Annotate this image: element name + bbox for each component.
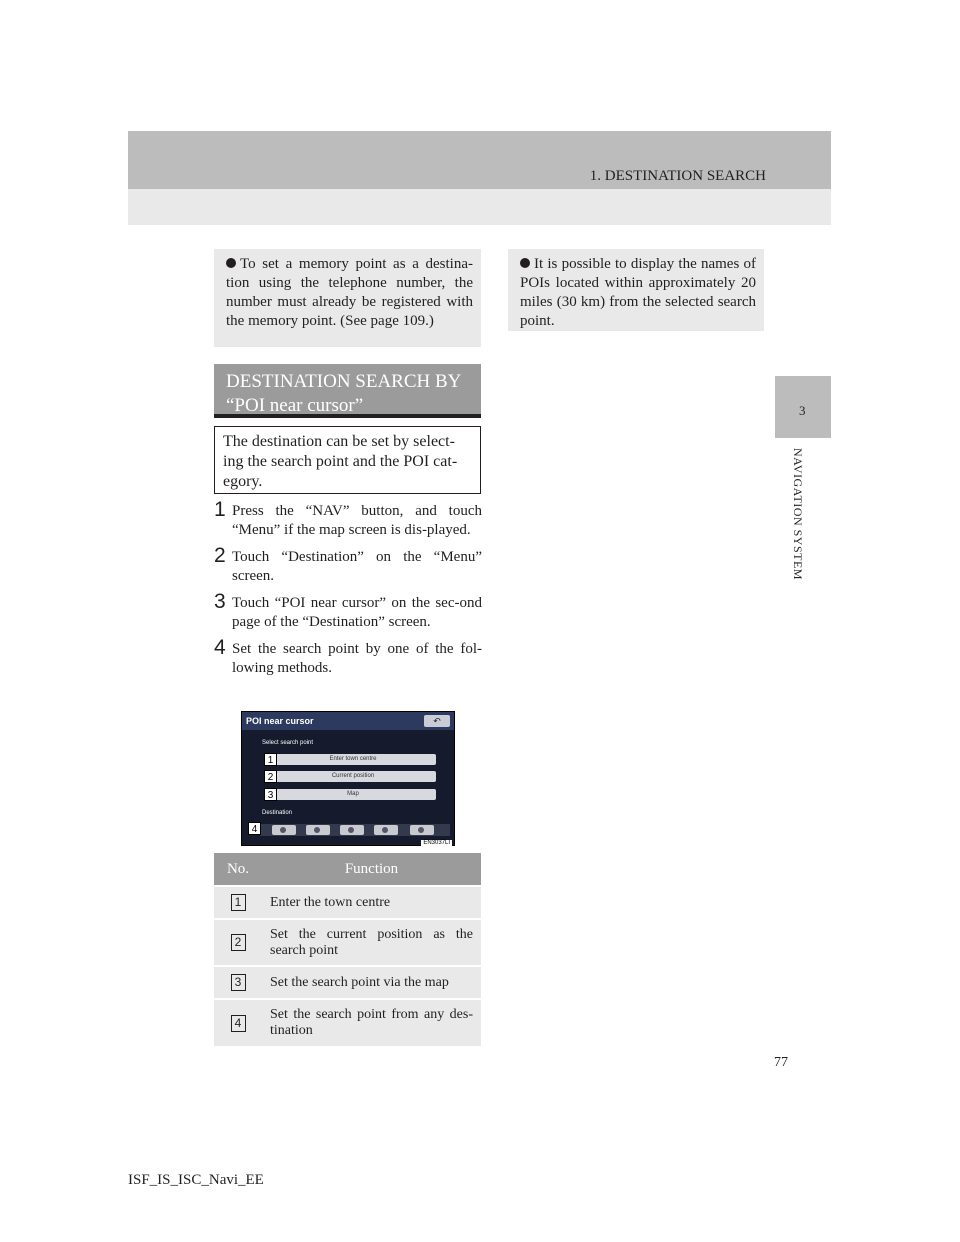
boxed-number: 4 <box>231 1015 246 1032</box>
chapter-label-text: NAVIGATION SYSTEM <box>791 448 805 580</box>
table-row <box>214 966 481 999</box>
step-text: Touch “Destination” on the “Menu” screen. <box>232 549 482 584</box>
note-poi-display <box>508 249 764 331</box>
note-memory-point <box>214 249 481 347</box>
page-header-title: 1. DESTINATION SEARCH <box>589 168 766 184</box>
step-number: 3 <box>214 590 226 613</box>
destination-button-row <box>260 824 450 836</box>
table-header-row <box>214 853 481 886</box>
row-function: Set the search point from any des-tination <box>262 999 481 1046</box>
enter-town-centre-button: Enter town centre <box>270 754 436 765</box>
step-item <box>214 590 482 632</box>
bullet-icon <box>520 258 530 268</box>
chapter-number: 3 <box>799 403 806 418</box>
section-intro: The destination can be set by select-ing the search point and the POI cat-egory. <box>214 426 481 494</box>
current-position-button: Current position <box>270 771 436 782</box>
callout-1: 1 <box>264 753 277 766</box>
back-arrow-icon: ↶ <box>424 715 450 727</box>
step-list <box>214 498 482 686</box>
row-number <box>214 919 262 966</box>
destination-icon <box>374 825 398 835</box>
callout-4: 4 <box>248 822 261 835</box>
destination-icon <box>306 825 330 835</box>
select-search-point-label: Select search point <box>262 740 314 746</box>
step-text: Set the search point by one of the fol-lowing methods. <box>232 641 482 676</box>
row-number <box>214 999 262 1046</box>
step-item <box>214 498 482 540</box>
destination-icon <box>272 825 296 835</box>
section-title-line: DESTINATION SEARCH BY <box>226 371 462 392</box>
row-function: Set the search point via the map <box>262 966 481 999</box>
header-subband <box>128 189 831 225</box>
step-text: Press the “NAV” button, and touch “Menu” if the map screen is dis-played. <box>232 503 482 538</box>
row-function: Enter the town centre <box>262 886 481 919</box>
callout-2: 2 <box>264 770 277 783</box>
screen-title: POI near cursor <box>242 712 454 730</box>
destination-label: Destination <box>262 810 293 816</box>
step-item <box>214 636 482 678</box>
row-number <box>214 966 262 999</box>
footer-code: ISF_IS_ISC_Navi_EE <box>128 1172 264 1188</box>
step-number: 1 <box>214 498 226 521</box>
step-number: 4 <box>214 636 226 659</box>
destination-icon <box>340 825 364 835</box>
boxed-number: 1 <box>231 894 246 911</box>
chapter-label <box>772 448 812 608</box>
note-text: It is possible to display the names of POIs located within approximately 20 miles (30 km) from the selected search point. <box>520 256 756 329</box>
step-text: Touch “POI near cursor” on the sec-ond page of the “Destination” screen. <box>232 595 482 630</box>
callout-3: 3 <box>264 788 277 801</box>
function-table <box>214 853 481 1046</box>
boxed-number: 3 <box>231 974 246 991</box>
step-number: 2 <box>214 544 226 567</box>
row-function: Set the current position as the search point <box>262 919 481 966</box>
column-header-no: No. <box>214 853 262 886</box>
table-row <box>214 886 481 919</box>
section-title <box>214 364 481 418</box>
destination-icon <box>410 825 434 835</box>
column-header-function: Function <box>262 853 481 886</box>
section-title-line: “POI near cursor” <box>226 395 364 416</box>
table-row <box>214 919 481 966</box>
step-item <box>214 544 482 586</box>
page-number: 77 <box>774 1055 788 1070</box>
bullet-icon <box>226 258 236 268</box>
table-row <box>214 999 481 1046</box>
figure-code: EN3037LI <box>423 840 450 846</box>
map-button: Map <box>270 789 436 800</box>
boxed-number: 2 <box>231 934 246 951</box>
note-text: To set a memory point as a destina-tion using the telephone number, the number must already be registered with the memory point. (See page 109.) <box>226 256 473 329</box>
row-number <box>214 886 262 919</box>
navi-screenshot <box>241 711 455 846</box>
